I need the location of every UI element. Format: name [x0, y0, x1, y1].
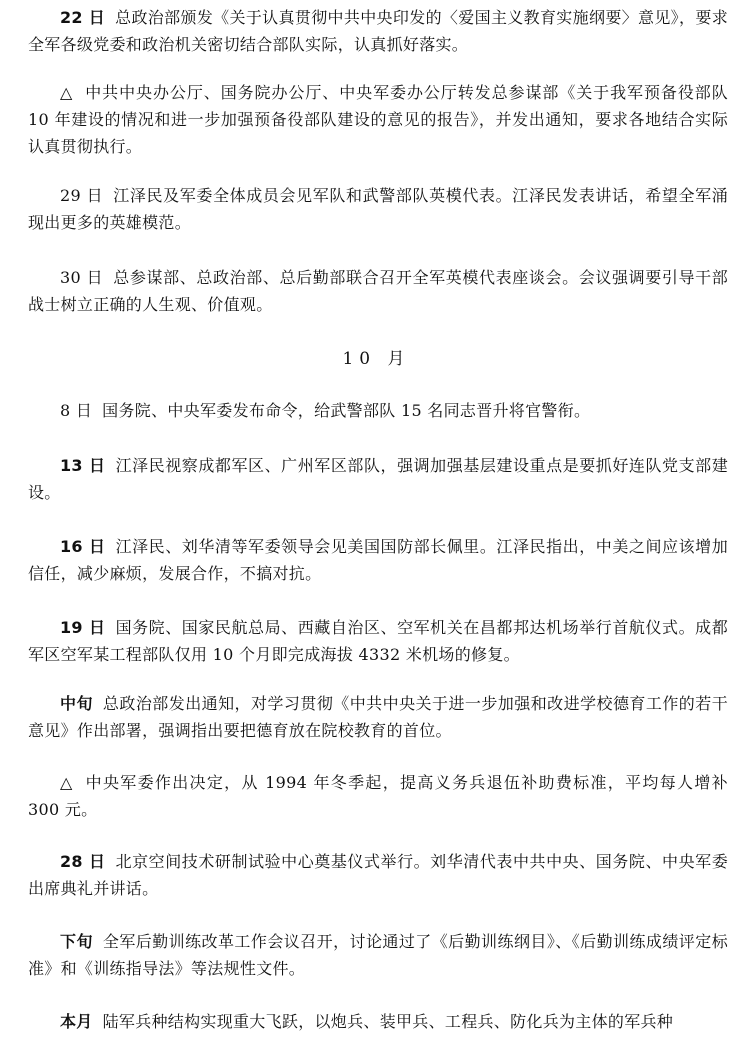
chronicle-entry: [28, 1008, 728, 1035]
chronicle-entry: [28, 79, 728, 160]
entry-date: 8 日: [60, 401, 93, 420]
entry-text: 中央军委作出决定，从 1994 年冬季起，提高义务兵退伍补助费标准，平均每人增补 300 元。: [28, 773, 728, 819]
month-heading: 10 月: [342, 349, 411, 369]
chronicle-entry: [28, 533, 728, 587]
entry-date: 下旬: [60, 932, 93, 951]
triangle-marker-icon: △: [60, 773, 74, 792]
chronicle-entry: [28, 264, 728, 318]
chronicle-entry: [28, 848, 728, 902]
entry-date: 28 日: [60, 852, 106, 871]
chronicle-entry: [28, 690, 728, 744]
chronicle-entry: [28, 614, 728, 668]
entry-text: 总政治部颁发《关于认真贯彻中共中央印发的〈爱国主义教育实施纲要〉意见》，要求全军各级党委和政治机关密切结合部队实际，认真抓好落实。: [28, 8, 728, 54]
entry-date: 29 日: [60, 186, 104, 205]
entry-text: 总参谋部、总政治部、总后勤部联合召开全军英模代表座谈会。会议强调要引导干部战士树立正确的人生观、价值观。: [28, 268, 728, 314]
entry-date: 22 日: [60, 8, 106, 27]
chronicle-entry: [28, 397, 728, 424]
entry-date: 19 日: [60, 618, 106, 637]
entry-text: 江泽民及军委全体成员会见军队和武警部队英模代表。江泽民发表讲话，希望全军涌现出更多的英雄模范。: [28, 186, 728, 232]
entry-text: 国务院、中央军委发布命令，给武警部队 15 名同志晋升将官警衔。: [102, 401, 591, 420]
chronicle-entry: [28, 928, 728, 982]
chronicle-entry: [28, 4, 728, 58]
triangle-marker-icon: △: [60, 83, 74, 102]
entry-date: 本月: [60, 1012, 93, 1031]
entry-date: 30 日: [60, 268, 104, 287]
entry-text: 北京空间技术研制试验中心奠基仪式举行。刘华清代表中共中央、国务院、中央军委出席典礼并讲话。: [28, 852, 728, 898]
entry-text: 总政治部发出通知，对学习贯彻《中共中央关于进一步加强和改进学校德育工作的若干意见》作出部署，强调指出要把德育放在院校教育的首位。: [28, 694, 729, 740]
entry-text: 陆军兵种结构实现重大飞跃，以炮兵、装甲兵、工程兵、防化兵为主体的军兵种: [102, 1012, 674, 1031]
entry-text: 中共中央办公厅、国务院办公厅、中央军委办公厅转发总参谋部《关于我军预备役部队 10 年建设的情况和进一步加强预备役部队建设的意见的报告》，并发出通知，要求各地结合实际认真贯彻执行。: [28, 83, 729, 156]
chronicle-entry: [28, 182, 728, 236]
entry-date: 13 日: [60, 456, 106, 475]
entry-date: 16 日: [60, 537, 106, 556]
chronicle-entry: [28, 452, 728, 506]
chronicle-entry: [28, 769, 728, 823]
entry-text: 江泽民、刘华清等军委领导会见美国国防部长佩里。江泽民指出，中美之间应该增加信任，减少麻烦，发展合作，不搞对抗。: [28, 537, 728, 583]
entry-date: 中旬: [60, 694, 93, 713]
entry-text: 国务院、国家民航总局、西藏自治区、空军机关在昌都邦达机场举行首航仪式。成都军区空军某工程部队仅用 10 个月即完成海拔 4332 米机场的修复。: [28, 618, 728, 664]
entry-text: 全军后勤训练改革工作会议召开，讨论通过了《后勤训练纲目》、《后勤训练成绩评定标准》和《训练指导法》等法规性文件。: [28, 932, 728, 978]
entry-text: 江泽民视察成都军区、广州军区部队，强调加强基层建设重点是要抓好连队党支部建设。: [28, 456, 728, 502]
